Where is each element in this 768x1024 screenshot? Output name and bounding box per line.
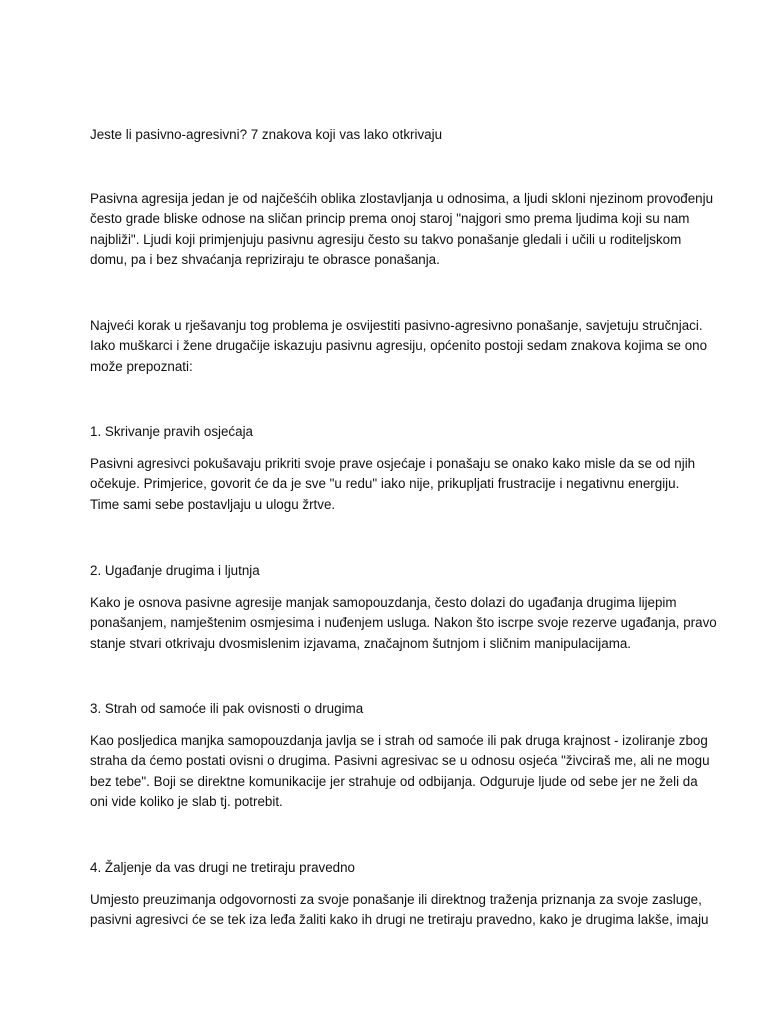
intro-paragraph-1 [90,189,714,270]
section-heading-2: 2. Ugađanje drugima i ljutnja [90,563,260,578]
section-paragraph-2 [90,593,717,654]
text-line: najbliži". Ljudi koji primjenjuju pasivnu agresiju često su takvo ponašanje gledali i učili u roditeljskom [90,231,682,247]
text-line: straha da ćemo postati ovisni o drugima. Pasivni agresivac se u odnosu osjeća "živciraš me, ali ne mogu [90,753,710,769]
document-page [90,0,717,1024]
text-line: stanje stvari otkrivaju dvosmislenim izjavama, značajnom šutnjom i sličnim manipulacijama. [90,635,632,651]
text-line: Umjesto preuzimanja odgovornosti za svoje ponašanje ili direktnog traženja priznanja za svoje zasluge, [90,892,702,907]
text-line: Kako je osnova pasivne agresije manjak samopouzdanja, često dolazi do ugađanja drugima lijepim [90,595,677,610]
text-line: oni vide koliko je slab tj. potrebit. [90,793,283,809]
document-title: Jeste li pasivno-agresivni? 7 znakova koji vas lako otkrivaju [90,127,443,142]
text-line: Time sami sebe postavljaju u ulogu žrtve. [90,496,336,512]
text-line: domu, pa i bez shvaćanja repriziraju te obrasce ponašanja. [90,251,440,267]
text-line: Kao posljedica manjka samopouzdanja javlja se i strah od samoće ili pak druga krajnost - izoliranje zbog [90,733,708,748]
text-line: pasivni agresivci će se tek iza leđa žaliti kako ih drugi ne tretiraju pravedno, kako je drugima lakše, imaju [90,912,709,928]
section-heading-3: 3. Strah od samoće ili pak ovisnosti o drugima [90,701,364,716]
text-line: često grade bliske odnose na sličan princip prema onoj staroj "najgori smo prema ljudima koji su nam [90,211,690,227]
text-line: Pasivna agresija jedan je od najčešćih oblika zlostavljanja u odnosima, a ljudi skloni njezinom provođenju [90,191,714,206]
text-line: Iako muškarci i žene drugačije iskazuju pasivnu agresiju, općenito postoji sedam znakova kojima se ono [90,338,708,354]
text-line: očekuje. Primjerice, govorit će da je sve "u redu" iako nije, prikupljati frustracije i negativnu energiju. [90,476,680,492]
section-paragraph-1 [90,454,696,515]
section-heading-1: 1. Skrivanje pravih osjećaja [90,424,254,439]
intro-paragraph-2 [90,316,708,377]
text-line: ponašanjem, namještenim osmjesima i nuđenjem usluga. Nakon što iscrpe svoje rezerve ugađanja, pravo [90,615,717,631]
section-paragraph-4 [90,890,709,931]
text-line: može prepoznati: [90,358,193,374]
section-paragraph-3 [90,731,710,812]
text-line: Pasivni agresivci pokušavaju prikriti svoje prave osjećaje i ponašaju se onako kako misle da se od njih [90,456,696,471]
text-line: Najveći korak u rješavanju tog problema je osvijestiti pasivno-agresivno ponašanje, savjetuju stručnjaci. [90,318,703,333]
text-line: bez tebe". Boji se direktne komunikacije jer strahuje od odbijanja. Odguruje ljude od sebe jer ne želi da [90,773,698,789]
section-heading-4: 4. Žaljenje da vas drugi ne tretiraju pravedno [90,860,355,875]
